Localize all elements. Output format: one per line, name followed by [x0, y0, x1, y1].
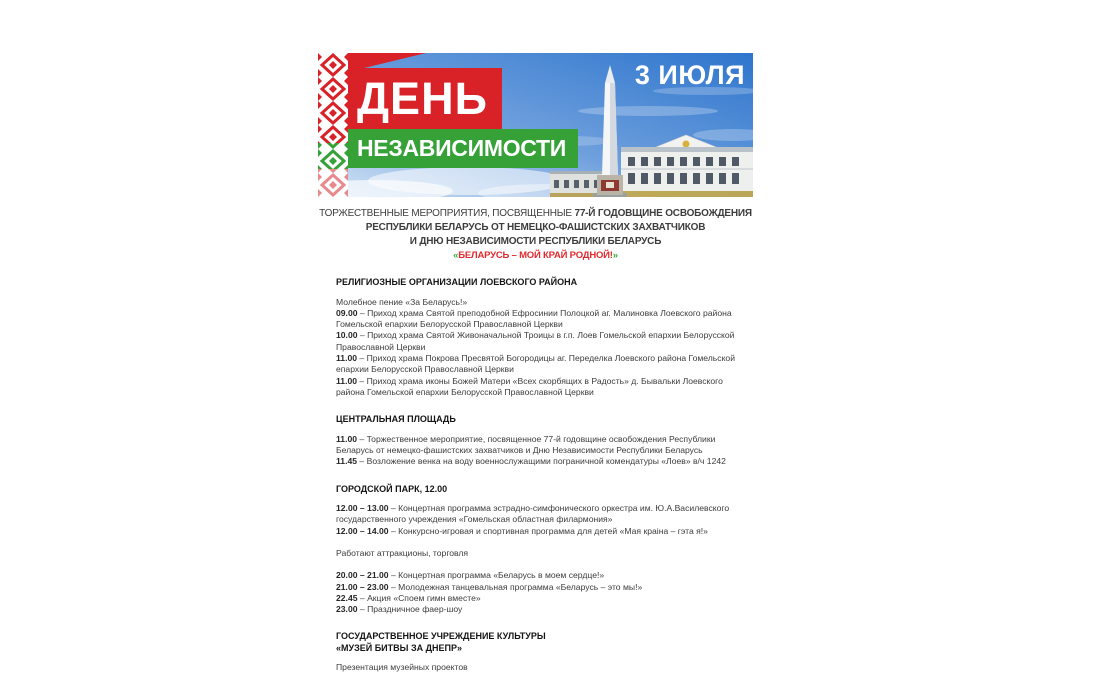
schedule-item: 09.00 – Приход храма Святой преподобной Ефросинии Полоцкой аг. Малиновка Лоевского района Гомельской епархии Белорусской Православной Церкви — [336, 307, 732, 330]
schedule-item: Презентация музейных проектов — [336, 662, 468, 673]
schedule-item: 20.00 – 21.00 – Концертная программа «Беларусь в моем сердце!» — [336, 570, 605, 581]
schedule-item-time: 11.00 — [336, 433, 358, 444]
schedule-item: 11.45 – Возложение венка на воду военнослужащими пограничной комендатуры «Лоев» в/ч 1242 — [336, 456, 726, 467]
schedule-item: 23.00 – Праздничное фаер-шоу — [336, 604, 463, 615]
schedule-item: Работают аттракционы, торговля — [336, 547, 469, 558]
schedule-group — [336, 662, 753, 673]
event-heading-line1-regular: ТОРЖЕСТВЕННЫЕ МЕРОПРИЯТИЯ, ПОСВЯЩЕННЫЕ — [319, 208, 575, 219]
banner-title-independence: НЕЗАВИСИМОСТИ — [357, 135, 567, 161]
schedule-item-time: 23.00 — [336, 604, 358, 615]
poster — [318, 0, 753, 700]
schedule-item: 12.00 – 13.00 – Концертная программа эстрадно-симфонического оркестра им. Ю.А.Василевского государственного учреждения «Гомельская областная филармония» — [336, 503, 730, 525]
schedule-group — [336, 570, 753, 615]
schedule-item-time: 22.45 — [336, 592, 358, 603]
section-header-line: ГОСУДАРСТВЕННОЕ УЧРЕЖДЕНИЕ КУЛЬТУРЫ — [336, 631, 546, 642]
banner-date: 3 ИЮЛЯ — [634, 60, 745, 90]
section-header — [336, 414, 753, 426]
schedule-group — [336, 548, 753, 559]
section-header — [336, 631, 753, 654]
section-header-line: ЦЕНТРАЛЬНАЯ ПЛОЩАДЬ — [336, 414, 456, 425]
slogan-text: БЕЛАРУСЬ – МОЙ КРАЙ РОДНОЙ! — [458, 250, 613, 262]
schedule-item-time: 09.00 — [336, 307, 358, 318]
schedule-section — [336, 277, 753, 398]
schedule-group — [336, 434, 753, 468]
schedule-item-time: 20.00 – 21.00 — [336, 570, 389, 581]
schedule-item: 12.00 – 14.00 – Конкурсно-игровая и спортивная программа для детей «Мая краіна – гэта я!» — [336, 525, 708, 536]
schedule-item: 11.00 – Приход храма иконы Божей Матери «Всех скорбящих в Радость» д. Бывальки Лоевского района Гомельской епархии Белорусской Православной Церкви — [336, 375, 723, 397]
schedule-item: 11.00 – Приход храма Покрова Пресвятой Богородицы аг. Переделка Лоевского района Гомельской епархии Белорусской Православной Церкви — [336, 352, 736, 375]
event-slogan — [318, 249, 753, 263]
belarus-ornament — [318, 53, 348, 197]
schedule-item-time: 12.00 – 14.00 — [336, 525, 389, 536]
schedule-item: 21.00 – 23.00 – Молодежная танцевальная программа «Беларусь – это мы!» — [336, 581, 643, 592]
schedule-section — [336, 484, 753, 616]
event-heading — [318, 207, 753, 263]
banner-title-independence-box — [348, 129, 578, 168]
banner-title-day-box — [348, 68, 502, 129]
section-header — [336, 277, 753, 289]
schedule-item: Молебное пение «За Беларусь!» — [336, 296, 468, 307]
schedule-item-time: 10.00 — [336, 330, 358, 341]
schedule-group — [336, 297, 753, 399]
section-header — [336, 484, 753, 496]
banner-title-day: ДЕНЬ — [357, 72, 488, 124]
schedule-item-time: 11.00 — [336, 375, 358, 386]
schedule-item-time: 11.00 — [336, 352, 358, 363]
event-heading-line1 — [318, 207, 753, 221]
event-heading-line1-bold: 77-Й ГОДОВЩИНЕ ОСВОБОЖДЕНИЯ — [574, 208, 752, 219]
schedule-group — [336, 503, 753, 537]
section-header-line: «МУЗЕЙ БИТВЫ ЗА ДНЕПР» — [336, 642, 462, 653]
schedule-section — [336, 631, 753, 673]
schedule-item-time: 21.00 – 23.00 — [336, 581, 389, 592]
event-heading-line2: РЕСПУБЛИКИ БЕЛАРУСЬ ОТ НЕМЕЦКО-ФАШИСТСКИХ ЗАХВАТЧИКОВ — [365, 221, 706, 233]
schedule-item: 10.00 – Приход храма Святой Живоначальной Троицы в г.п. Лоев Гомельской епархии Белорусской Православной Церкви — [336, 330, 735, 352]
section-header-line: ГОРОДСКОЙ ПАРК, 12.00 — [336, 483, 448, 494]
schedule-section — [336, 414, 753, 467]
schedule-item: 11.00 – Торжественное мероприятие, посвященное 77-й годовщине освобождения Республики Беларусь от немецко-фашистских захватчиков и Дню Независимости Республики Беларусь — [336, 433, 716, 455]
schedule-item-time: 12.00 – 13.00 — [336, 503, 389, 514]
event-heading-line3: И ДНЮ НЕЗАВИСИМОСТИ РЕСПУБЛИКИ БЕЛАРУСЬ — [409, 235, 662, 247]
slogan-open-quote: « — [453, 250, 459, 262]
schedule-item: 22.45 – Акция «Споем гимн вместе» — [336, 592, 481, 603]
slogan-close-quote: » — [612, 250, 618, 262]
banner — [318, 53, 753, 197]
schedule-item-time: 11.45 — [336, 456, 358, 467]
schedule — [336, 277, 753, 674]
section-header-line: РЕЛИГИОЗНЫЕ ОРГАНИЗАЦИИ ЛОЕВСКОГО РАЙОНА — [336, 277, 578, 287]
